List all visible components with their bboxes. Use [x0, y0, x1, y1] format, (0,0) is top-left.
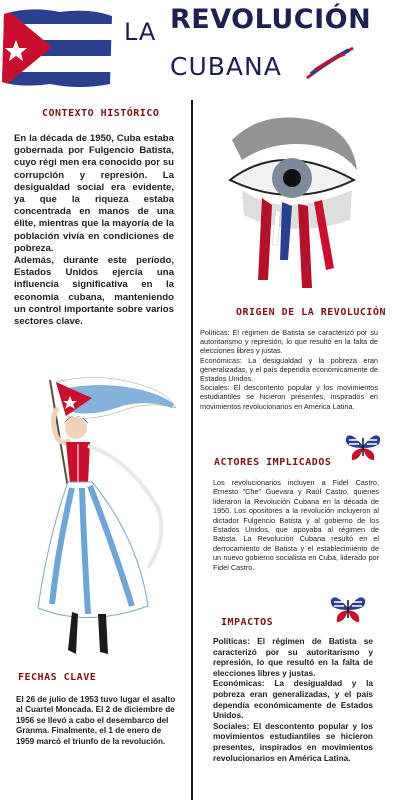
- cuban-flag-swoosh-icon: [305, 44, 357, 84]
- actores-title: ACTORES IMPLICADOS: [214, 457, 332, 468]
- eye-illustration-image: [222, 110, 362, 290]
- impactos-body: [213, 636, 373, 763]
- impactos-politicas: Políticas: El régimen de Batista se caracterizó por su autoritarismo y represión, lo que resultó en la falta de elecciones libres y justas.: [213, 636, 373, 678]
- contexto-paragraph-2: Además, durante este período, Estados Unidos ejercía una influencia significativa en la economía cubana, manteniendo un control importante sobre varios sectores clave.: [14, 255, 174, 328]
- contexto-body: [14, 133, 174, 328]
- contexto-title: CONTEXTO HISTÓRICO: [42, 108, 160, 119]
- fechas-line-1: El 26 de julio de 1953 tuvo lugar el asalto al Cuartel Moncada. El 2 de diciembre de: [16, 695, 176, 715]
- title-sub: CUBANA: [170, 52, 282, 81]
- origen-politicas: Políticas: El régimen de Batista se caracterizó por su autoritarismo y represión, lo que resultó en la falta de elecciones libres y justas.: [200, 328, 378, 356]
- origen-body: [200, 328, 378, 411]
- fechas-line-2: 1956 se llevó a cabo el desembarco del Granma. Finalmente, el 1 de enero de 1959 marcó el triunfo de la revolución.: [16, 715, 169, 746]
- actores-body: Los revolucionarios incluyen a Fidel Castro, Ernesto "Che" Guevara y Raúl Castro, quienes lideraron la Revolución Cubana en la década de 1950. Los opositores a la revolución incluyeron al dictador Fulgencio Batista y al gobierno de los Estados Unidos, que apoyaba al régimen de Batista. La Revolución Cubana resultó en el derrocamiento de Batista y el establecimiento de un nuevo gobierno socialista en Cuba, liderado por Fidel Castro.: [213, 478, 379, 572]
- butterfly-flag-icon: [344, 430, 382, 462]
- contexto-paragraph-1: En la década de 1950, Cuba estaba gobernada por Fulgencio Batista, cuyo régi men era conocido por su corrupción y represión. La desigualdad social era evidente, ya que la riqueza estaba concentrada en manos de una élite, mientras que la mayoría de la población vivía en condiciones de pobreza.: [14, 133, 174, 254]
- woman-with-flag-illustration: [28, 368, 178, 668]
- impactos-economicas: Económicas: La desigualdad y la pobreza eran generalizadas, y el país dependía económicamente de Estados Unidos.: [213, 678, 373, 721]
- cuban-flag-watercolor-icon: [0, 4, 118, 90]
- title-main: REVOLUCIÓN: [170, 4, 372, 35]
- origen-sociales: Sociales: El descontento popular y los movimientos estudiantiles se hicieron presentes, inspirados en movimientos revolucionarios en América Latina.: [200, 383, 378, 411]
- fechas-title: FECHAS CLAVE: [18, 672, 97, 683]
- fechas-body: [16, 695, 181, 747]
- butterfly-flag-icon: [329, 592, 367, 624]
- title-article: LA: [124, 18, 157, 46]
- column-divider: [191, 100, 193, 800]
- impactos-title: IMPACTOS: [221, 617, 274, 628]
- origen-title: ORIGEN DE LA REVOLUCIÓN: [236, 307, 386, 318]
- impactos-sociales: Sociales: El descontento popular y los movimientos estudiantiles se hicieron presentes, inspirados en movimientos revolucionarios en América Latina.: [213, 720, 373, 763]
- origen-economicas: Económicas: La desigualdad y la pobreza eran generalizadas, y el país dependía económicamente de Estados Unidos.: [200, 355, 378, 384]
